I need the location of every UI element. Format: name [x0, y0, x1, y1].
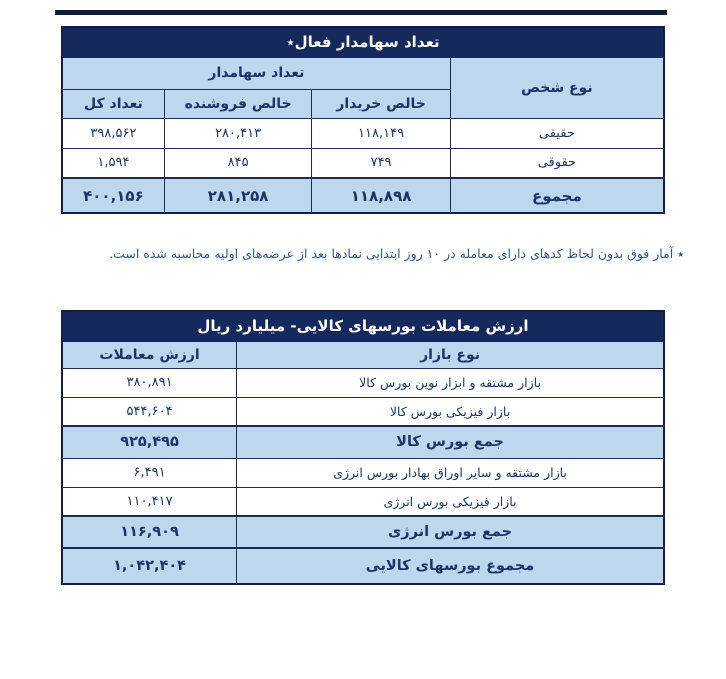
commodity-header-row	[62, 341, 664, 368]
shareholders-table	[61, 26, 665, 214]
market-label: جمع بورس انرژی	[237, 516, 664, 548]
net-seller-value: ۸۴۵	[164, 148, 311, 178]
row-label: حقیقی	[450, 118, 664, 148]
total-count-header: تعداد کل	[62, 89, 164, 118]
commodity-exchanges-table	[61, 310, 665, 585]
trade-value: ۵۴۴,۶۰۴	[62, 397, 237, 426]
table-row-legal-persons	[62, 148, 664, 178]
trade-value: ۱۱۶,۹۰۹	[62, 516, 237, 548]
shareholders-table-title: تعداد سهامدار فعال٭	[62, 27, 664, 57]
total-count-value: ۳۹۸,۵۶۲	[62, 118, 164, 148]
net-seller-value: ۲۸۰,۴۱۳	[164, 118, 311, 148]
table-row-energy-exchange-total	[62, 516, 664, 548]
table-row-all-exchanges-total	[62, 548, 664, 584]
net-buyer-value: ۷۴۹	[312, 148, 450, 178]
row-label: حقوقی	[450, 148, 664, 178]
person-type-header: نوع شخص	[450, 57, 664, 118]
market-label: بازار فیزیکی بورس کالا	[237, 397, 664, 426]
table-row-commodity-physical	[62, 397, 664, 426]
trade-value: ۱۱۰,۴۱۷	[62, 487, 237, 516]
market-label: بازار مشتقه و سایر اوراق بهادار بورس انرژی	[237, 458, 664, 487]
shareholders-table-title-row	[62, 27, 664, 57]
footnote: ٭ آمار فوق بدون لحاظ کدهای دارای معامله در ۱۰ روز ابتدایی نمادها بعد از عرضه‌های اولیه محاسبه شده است.	[109, 246, 684, 261]
table-row-energy-derivatives	[62, 458, 664, 487]
market-label: مجموع بورسهای کالایی	[237, 548, 664, 584]
shareholders-header-group-row	[62, 57, 664, 89]
trade-value: ۶,۴۹۱	[62, 458, 237, 487]
net-seller-header: خالص فروشنده	[164, 89, 311, 118]
trade-value: ۹۲۵,۴۹۵	[62, 426, 237, 458]
shareholder-count-group-header: تعداد سهامدار	[62, 57, 450, 89]
table-row-natural-persons	[62, 118, 664, 148]
net-buyer-value: ۱۱۸,۸۹۸	[312, 178, 450, 213]
table-row-commodity-exchange-total	[62, 426, 664, 458]
total-count-value: ۱,۵۹۴	[62, 148, 164, 178]
commodity-table-title-row	[62, 311, 664, 341]
market-type-header: نوع بازار	[237, 341, 664, 368]
commodity-table-title: ارزش معاملات بورسهای کالایی- میلیارد ریال	[62, 311, 664, 341]
trade-value: ۳۸۰,۸۹۱	[62, 368, 237, 397]
trade-value: ۱,۰۴۲,۴۰۴	[62, 548, 237, 584]
market-label: بازار مشتقه و ابزار نوین بورس کالا	[237, 368, 664, 397]
row-label: مجموع	[450, 178, 664, 213]
trade-value-header: ارزش معاملات	[62, 341, 237, 368]
top-divider	[55, 10, 667, 15]
table-row-energy-physical	[62, 487, 664, 516]
net-buyer-header: خالص خریدار	[312, 89, 450, 118]
net-buyer-value: ۱۱۸,۱۴۹	[312, 118, 450, 148]
total-count-value: ۴۰۰,۱۵۶	[62, 178, 164, 213]
net-seller-value: ۲۸۱,۲۵۸	[164, 178, 311, 213]
market-label: بازار فیزیکی بورس انرژی	[237, 487, 664, 516]
table-row-shareholders-total	[62, 178, 664, 213]
table-row-commodity-derivatives	[62, 368, 664, 397]
market-label: جمع بورس کالا	[237, 426, 664, 458]
